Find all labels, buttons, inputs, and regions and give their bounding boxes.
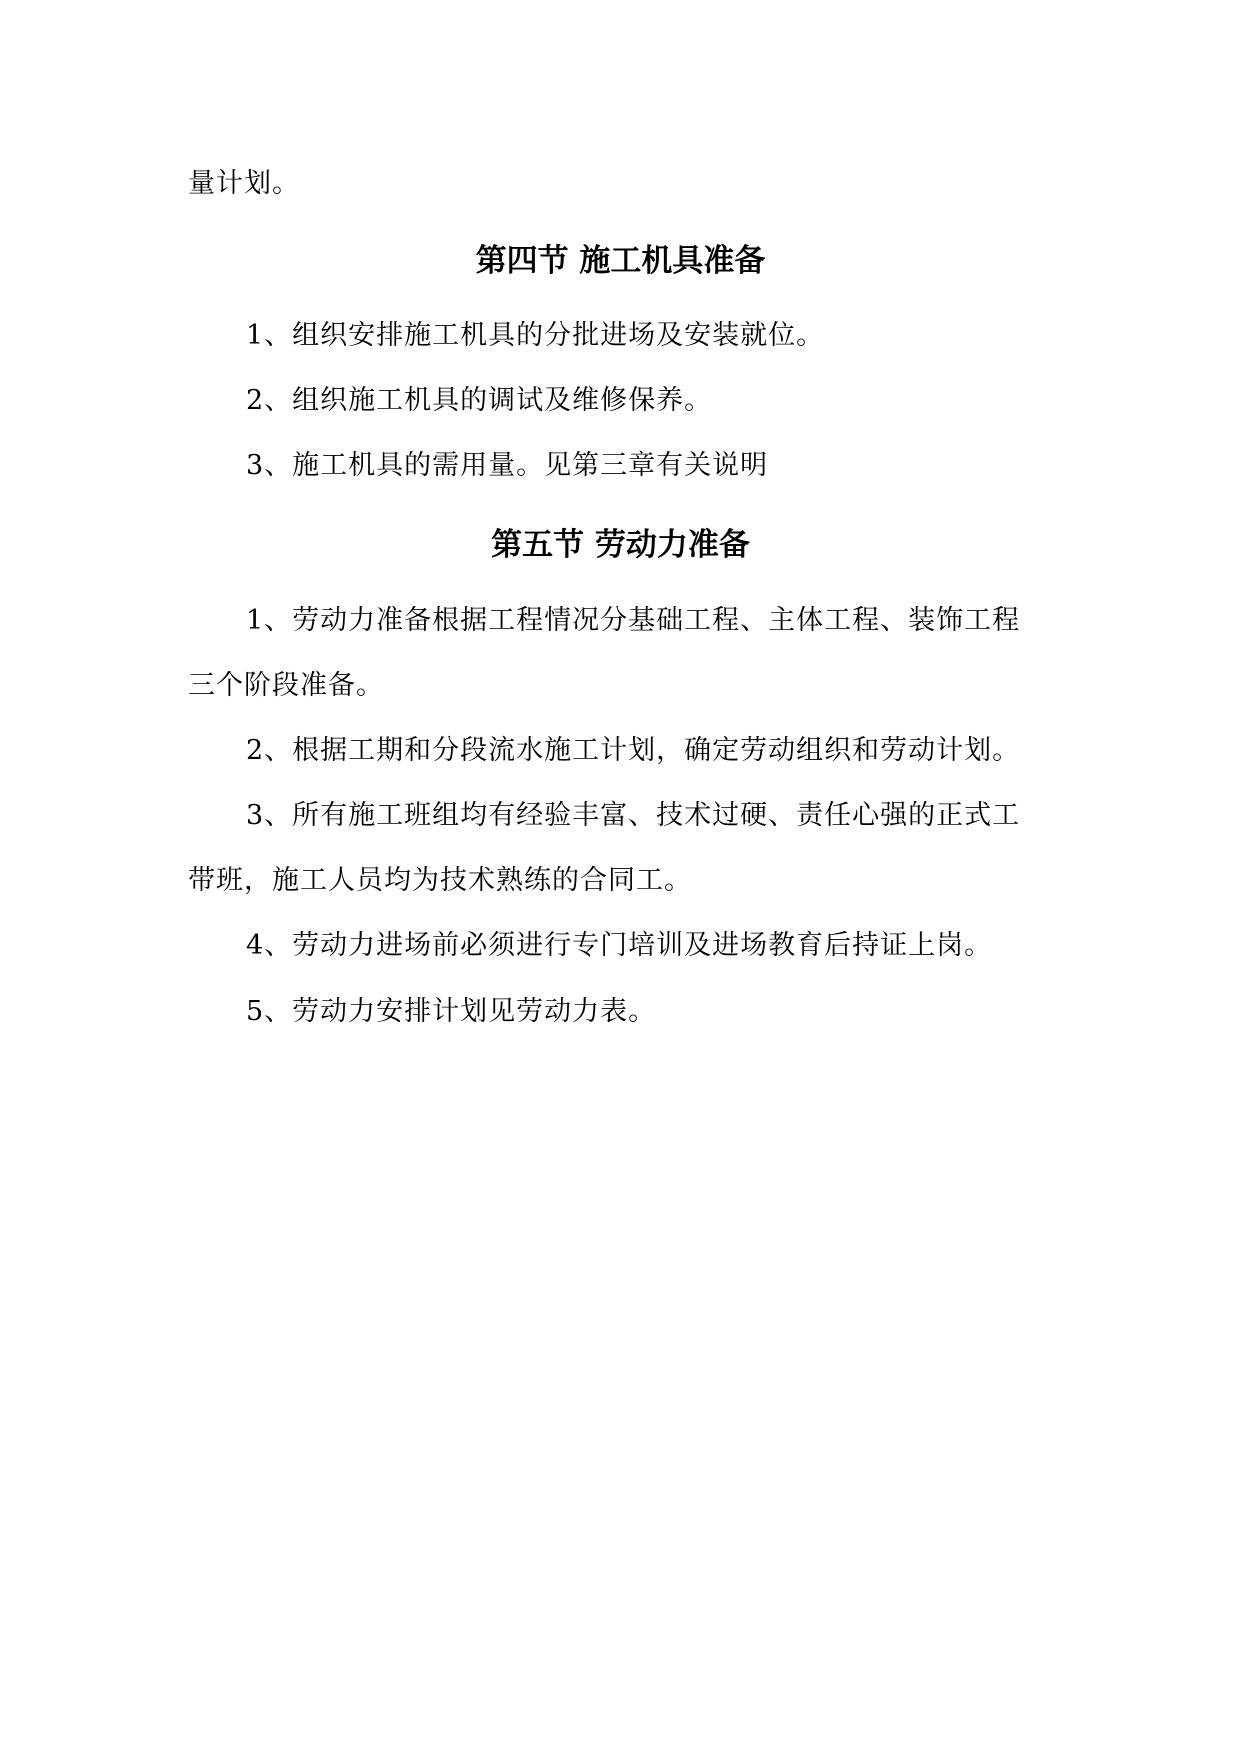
section-4-item-3: 3、施工机具的需用量。见第三章有关说明 <box>246 450 769 481</box>
section-4-heading: 第四节 施工机具准备 <box>475 243 766 279</box>
section-5-item-2: 2、根据工期和分段流水施工计划，确定劳动组织和劳动计划。 <box>246 735 1021 766</box>
section-5-item-1-line-1: 1、劳动力准备根据工程情况分基础工程、主体工程、装饰工程 <box>246 605 1021 636</box>
section-5-item-3-line-2: 带班，施工人员均为技术熟练的合同工。 <box>188 865 692 896</box>
section-5-item-4: 4、劳动力进场前必须进行专门培训及进场教育后持证上岗。 <box>246 930 993 961</box>
section-5-item-5: 5、劳动力安排计划见劳动力表。 <box>246 996 657 1027</box>
section-5-heading: 第五节 劳动力准备 <box>491 527 750 563</box>
section-5-item-1-line-2: 三个阶段准备。 <box>188 670 384 701</box>
section-5-item-3-line-1: 3、所有施工班组均有经验丰富、技术过硬、责任心强的正式工 <box>246 800 1021 831</box>
continuation-text: 量计划。 <box>188 168 300 199</box>
section-4-item-2: 2、组织施工机具的调试及维修保养。 <box>246 385 713 416</box>
section-4-item-1: 1、组织安排施工机具的分批进场及安装就位。 <box>246 320 825 351</box>
